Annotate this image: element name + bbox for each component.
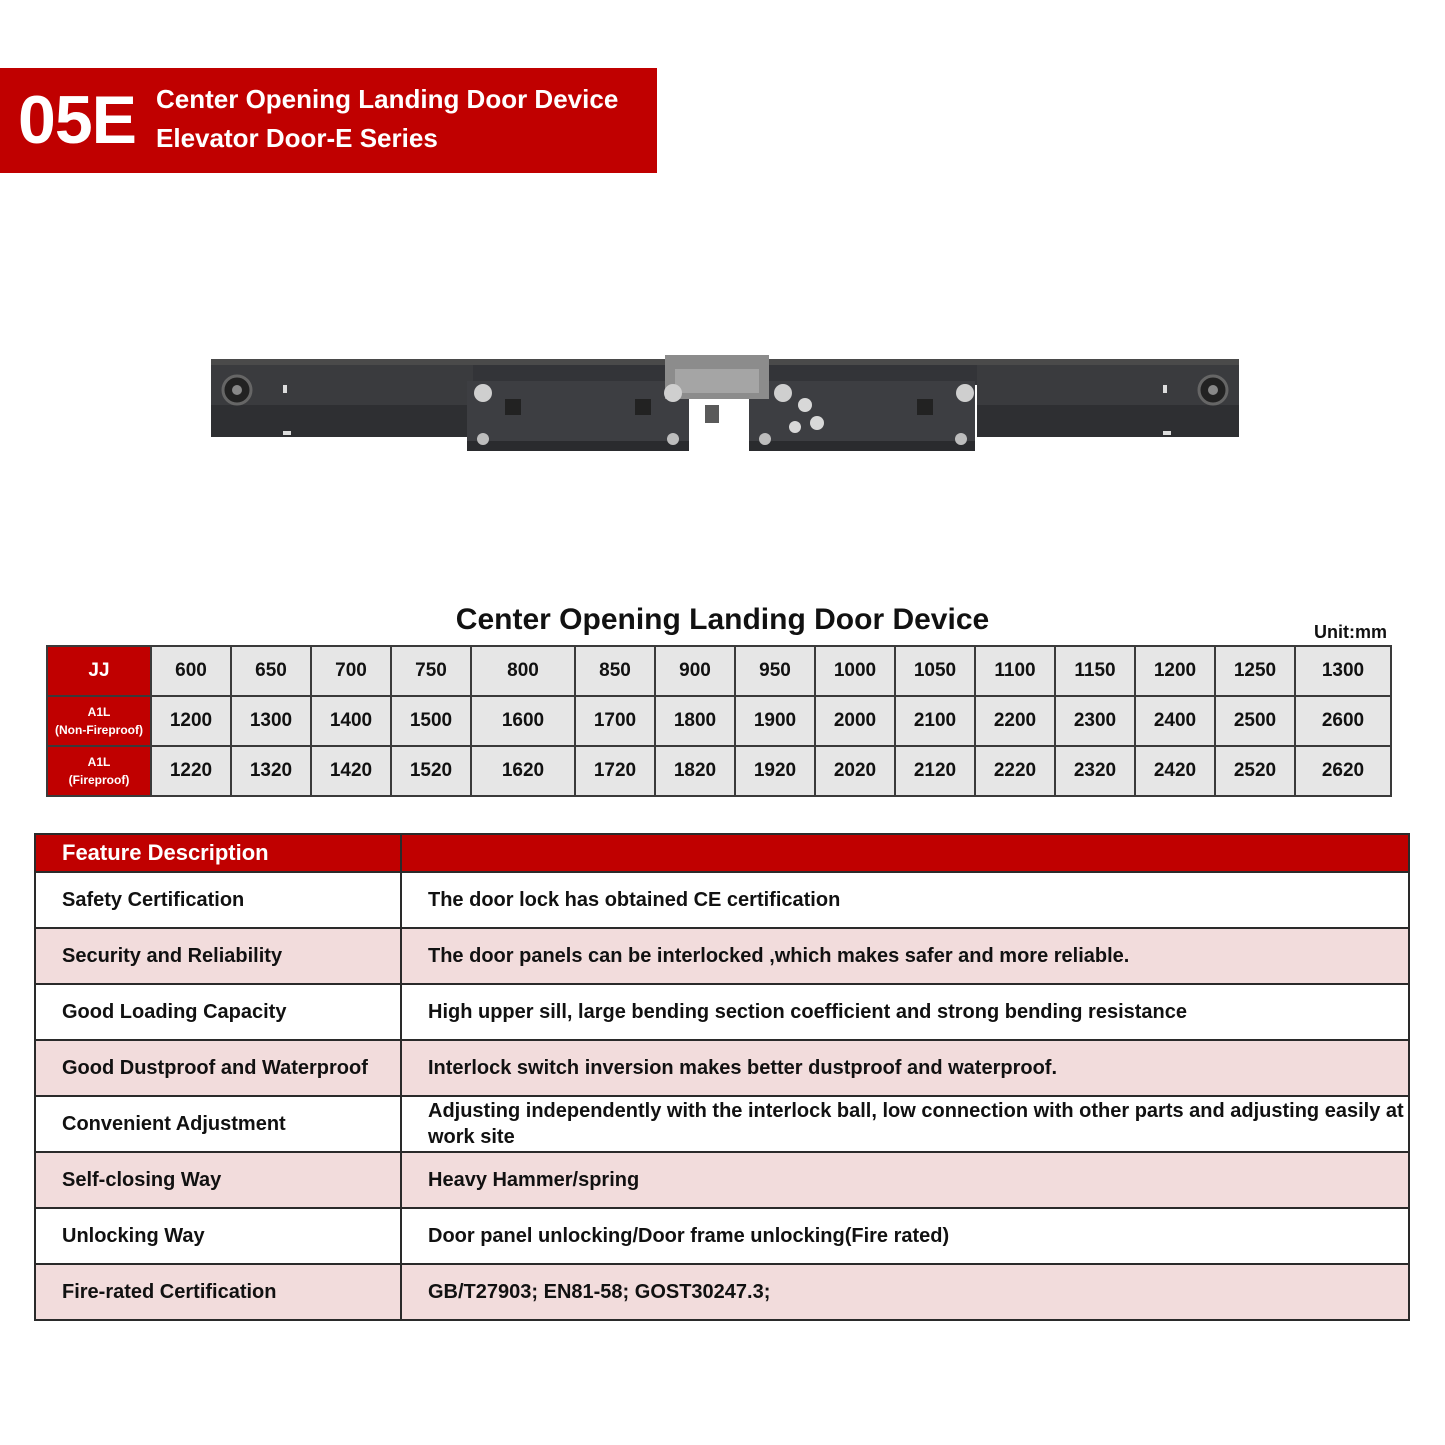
spec-cell: 2600 [1295,696,1391,746]
feature-header: Feature Description [35,834,401,872]
feature-name: Self-closing Way [35,1152,401,1208]
spec-cell: 1800 [655,696,735,746]
spec-cell: 2020 [815,746,895,796]
spec-cell: 2300 [1055,696,1135,746]
spec-cell: 1820 [655,746,735,796]
feature-row [35,1264,1409,1320]
header-banner [0,68,657,173]
spec-cell: 1500 [391,696,471,746]
feature-row [35,984,1409,1040]
feature-row [35,1152,1409,1208]
landing-door-device-image [205,345,1245,465]
product-title: Center Opening Landing Door Device [156,84,619,114]
spec-cell: 1300 [1295,646,1391,696]
feature-desc: Adjusting independently with the interlock ball, low connection with other parts and adjusting easily at work site [401,1096,1409,1152]
spec-cell: 2100 [895,696,975,746]
feature-desc: The door lock has obtained CE certification [401,872,1409,928]
spec-cell: 1720 [575,746,655,796]
spec-cell: 1900 [735,696,815,746]
spec-cell: 1250 [1215,646,1295,696]
spec-cell: 2420 [1135,746,1215,796]
feature-name: Safety Certification [35,872,401,928]
spec-cell: 1220 [151,746,231,796]
spec-cell: 2220 [975,746,1055,796]
spec-cell: 2000 [815,696,895,746]
feature-name: Convenient Adjustment [35,1096,401,1152]
spec-cell: 2500 [1215,696,1295,746]
spec-cell: 1000 [815,646,895,696]
spec-row-a1l-non-fireproof [47,696,1391,746]
spec-cell: 950 [735,646,815,696]
spec-cell: 1920 [735,746,815,796]
feature-row [35,1208,1409,1264]
spec-cell: 2620 [1295,746,1391,796]
feature-desc: Door panel unlocking/Door frame unlocking(Fire rated) [401,1208,1409,1264]
product-code: 05E [18,82,136,158]
spec-cell: 1050 [895,646,975,696]
spec-cell: 2320 [1055,746,1135,796]
feature-row [35,1040,1409,1096]
feature-header-row [35,834,1409,872]
spec-row-a1l-fireproof [47,746,1391,796]
feature-desc: GB/T27903; EN81-58; GOST30247.3; [401,1264,1409,1320]
feature-row [35,928,1409,984]
spec-cell: 700 [311,646,391,696]
feature-header-blank [401,834,1409,872]
product-series: Elevator Door-E Series [156,123,438,153]
spec-cell: 2120 [895,746,975,796]
spec-cell: 1150 [1055,646,1135,696]
feature-table [34,833,1410,1321]
feature-row [35,1096,1409,1152]
spec-table [46,645,1392,797]
spec-cell: 1100 [975,646,1055,696]
spec-cell: 1300 [231,696,311,746]
spec-cell: 650 [231,646,311,696]
feature-name: Good Loading Capacity [35,984,401,1040]
row-header-a1l-fireproof: A1L (Fireproof) [47,746,151,796]
spec-cell: 1420 [311,746,391,796]
spec-cell: 750 [391,646,471,696]
feature-desc: High upper sill, large bending section coefficient and strong bending resistance [401,984,1409,1040]
feature-name: Fire-rated Certification [35,1264,401,1320]
unit-label: Unit:mm [1314,622,1387,642]
feature-name: Unlocking Way [35,1208,401,1264]
feature-desc: The door panels can be interlocked ,which makes safer and more reliable. [401,928,1409,984]
spec-cell: 850 [575,646,655,696]
spec-cell: 1520 [391,746,471,796]
spec-cell: 2200 [975,696,1055,746]
spec-row-jj [47,646,1391,696]
spec-cell: 600 [151,646,231,696]
spec-cell: 1700 [575,696,655,746]
spec-cell: 2400 [1135,696,1215,746]
feature-name: Good Dustproof and Waterproof [35,1040,401,1096]
spec-cell: 1200 [1135,646,1215,696]
spec-cell: 800 [471,646,575,696]
spec-cell: 1600 [471,696,575,746]
row-header-jj: JJ [47,646,151,696]
feature-row [35,872,1409,928]
spec-table-title: Center Opening Landing Door Device [455,603,990,636]
spec-cell: 1320 [231,746,311,796]
spec-cell: 2520 [1215,746,1295,796]
feature-desc: Interlock switch inversion makes better dustproof and waterproof. [401,1040,1409,1096]
spec-cell: 1400 [311,696,391,746]
feature-name: Security and Reliability [35,928,401,984]
spec-cell: 1620 [471,746,575,796]
spec-cell: 1200 [151,696,231,746]
feature-desc: Heavy Hammer/spring [401,1152,1409,1208]
row-header-a1l-non-fireproof: A1L (Non-Fireproof) [47,696,151,746]
spec-cell: 900 [655,646,735,696]
